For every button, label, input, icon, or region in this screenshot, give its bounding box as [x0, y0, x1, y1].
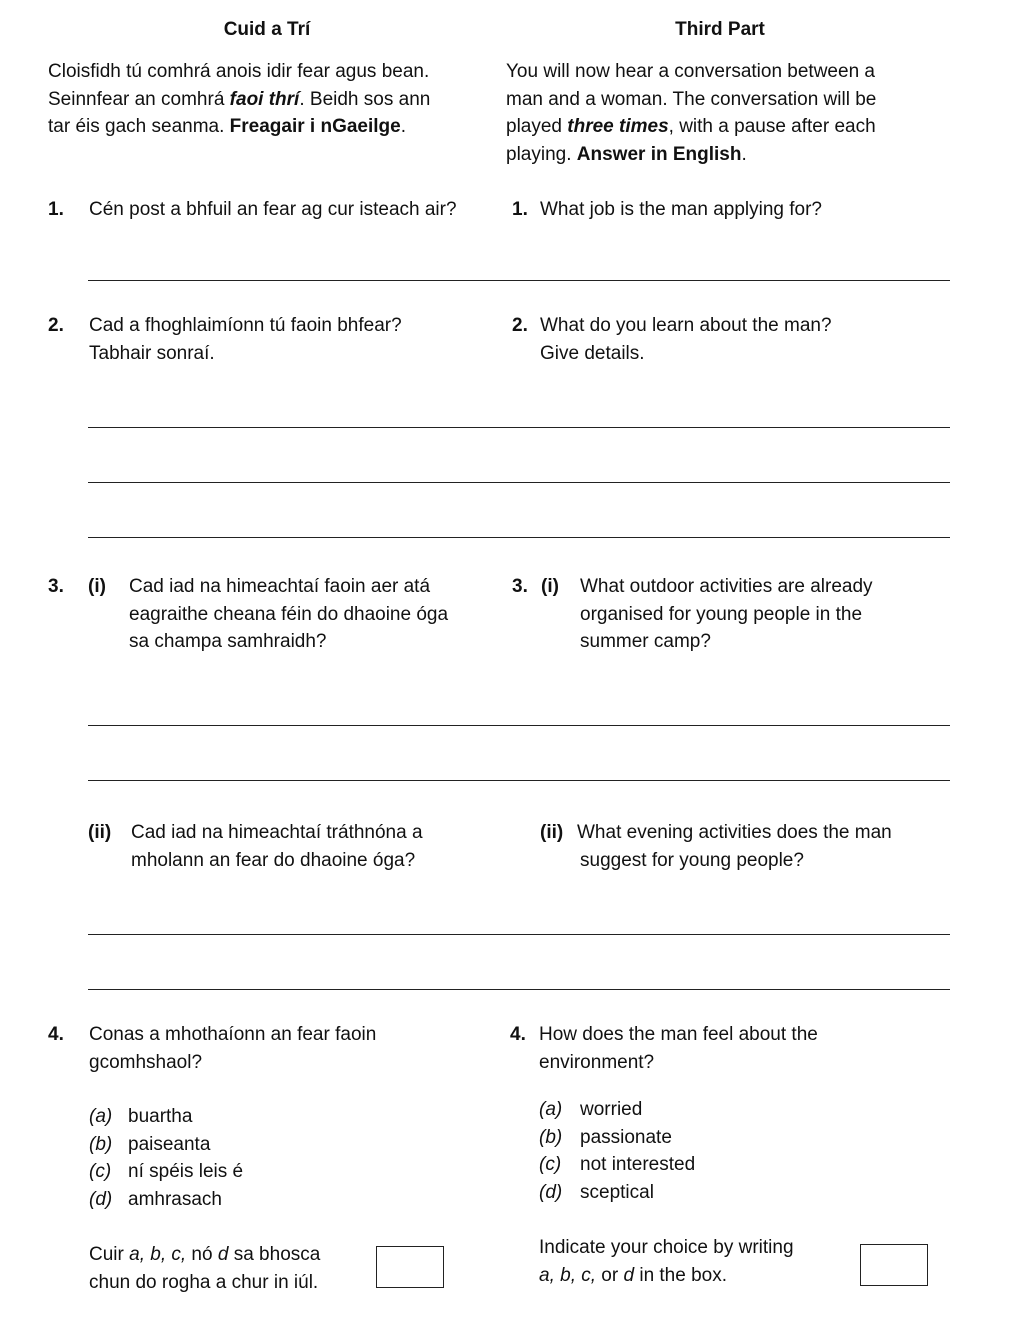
q3-i-text-irish-line1: Cad iad na himeachtaí faoin aer atá — [129, 576, 431, 597]
q4-text-english — [539, 1021, 939, 1076]
q3-number-irish: 3. — [48, 576, 64, 597]
q3-ii-text-english-line1: What evening activities does the man — [577, 822, 892, 843]
intro-english-line4: playing. Answer in English. — [506, 143, 747, 165]
q2-answer-line-1[interactable] — [88, 427, 950, 428]
q4-text-irish-line2: gcomhshaol? — [89, 1051, 203, 1073]
q1-number-english: 1. — [512, 199, 528, 220]
q4-options-irish — [89, 1103, 243, 1213]
q3-i-text-irish — [129, 573, 499, 656]
q4-option-english: (d) sceptical — [539, 1181, 654, 1203]
q4-instruction-english — [539, 1234, 839, 1289]
intro-irish-line3: tar éis gach seanma. Freagair i nGaeilge. — [48, 116, 407, 137]
q4-text-english-line2: environment? — [539, 1051, 655, 1073]
q2-number-irish: 2. — [48, 315, 64, 336]
q3-ii-text-english — [577, 819, 967, 874]
q4-instruction-irish — [89, 1241, 369, 1296]
header-english: Third Part — [675, 19, 765, 40]
q3-i-answer-line-1[interactable] — [88, 725, 950, 726]
q1-answer-line[interactable] — [88, 280, 950, 281]
q3-ii-text-irish — [131, 819, 501, 874]
q4-option-english: (a) worried — [539, 1099, 643, 1120]
q2-number-english: 2. — [512, 315, 528, 336]
q3-i-text-irish-line3: sa champa samhraidh? — [129, 631, 327, 652]
q4-answer-box-irish[interactable] — [376, 1246, 444, 1288]
intro-english-line3: played three times, with a pause after each — [506, 116, 876, 137]
q3-part-ii-english: (ii) — [540, 822, 564, 843]
q4-instruction-irish-line2: chun do rogha a chur in iúl. — [89, 1271, 319, 1293]
intro-irish-line1: Cloisfidh tú comhrá anois idir fear agus bean. — [48, 61, 430, 82]
q4-number-english: 4. — [510, 1024, 526, 1045]
q4-option-english: (c) not interested — [539, 1154, 696, 1175]
q2-text-irish — [89, 312, 489, 367]
header-irish: Cuid a Trí — [223, 19, 311, 40]
q3-i-answer-line-2[interactable] — [88, 780, 950, 781]
q2-text-irish-line1: Cad a fhoghlaimíonn tú faoin bhfear? — [89, 315, 402, 336]
intro-english-line1: You will now hear a conversation between a — [506, 61, 875, 82]
intro-irish — [48, 58, 488, 141]
q3-i-text-english — [580, 573, 960, 656]
q2-text-english — [540, 312, 940, 367]
q1-text-english: What job is the man applying for? — [540, 199, 822, 220]
q2-answer-line-3[interactable] — [88, 537, 950, 538]
intro-english-line2: man and a woman. The conversation will be — [506, 88, 877, 110]
q4-option-irish: (b) paiseanta — [89, 1133, 211, 1155]
q4-text-english-line1: How does the man feel about the — [539, 1024, 818, 1045]
q4-options-english — [539, 1096, 695, 1206]
q3-i-text-english-line3: summer camp? — [580, 631, 711, 652]
q4-option-irish: (a) buartha — [89, 1106, 193, 1127]
q3-ii-text-english-line2: suggest for young people? — [580, 849, 804, 871]
q4-answer-box-english[interactable] — [860, 1244, 928, 1286]
q2-text-english-line1: What do you learn about the man? — [540, 315, 832, 336]
q3-i-text-irish-line2: eagraithe cheana féin do dhaoine óga — [129, 603, 449, 625]
q3-ii-answer-line-1[interactable] — [88, 934, 950, 935]
q2-text-irish-line2: Tabhair sonraí. — [89, 342, 215, 364]
q4-instruction-irish-line1: Cuir a, b, c, nó d sa bhosca — [89, 1244, 321, 1265]
q4-option-irish: (d) amhrasach — [89, 1188, 222, 1210]
q3-i-text-english-line2: organised for young people in the — [580, 603, 863, 625]
q4-text-irish-line1: Conas a mhothaíonn an fear faoin — [89, 1024, 377, 1045]
q3-ii-text-irish-line2: mholann an fear do dhaoine óga? — [131, 849, 416, 871]
q3-part-ii-irish: (ii) — [88, 822, 112, 843]
intro-irish-line2: Seinnfear an comhrá faoi thrí. Beidh sos ann — [48, 88, 431, 110]
q4-option-english: (b) passionate — [539, 1126, 672, 1148]
q3-part-i-english: (i) — [541, 576, 559, 597]
q2-text-english-line2: Give details. — [540, 342, 645, 364]
intro-english — [506, 58, 966, 168]
q4-instruction-english-line2: a, b, c, or d in the box. — [539, 1264, 728, 1286]
q3-i-text-english-line1: What outdoor activities are already — [580, 576, 873, 597]
q1-text-irish: Cén post a bhfuil an fear ag cur isteach air? — [89, 199, 457, 220]
q3-ii-answer-line-2[interactable] — [88, 989, 950, 990]
q1-number-irish: 1. — [48, 199, 64, 220]
q3-ii-text-irish-line1: Cad iad na himeachtaí tráthnóna a — [131, 822, 423, 843]
q4-number-irish: 4. — [48, 1024, 64, 1045]
q4-text-irish — [89, 1021, 489, 1076]
q4-instruction-english-line1: Indicate your choice by writing — [539, 1237, 794, 1258]
q2-answer-line-2[interactable] — [88, 482, 950, 483]
q3-part-i-irish: (i) — [88, 576, 106, 597]
q3-number-english: 3. — [512, 576, 528, 597]
q4-option-irish: (c) ní spéis leis é — [89, 1161, 244, 1182]
